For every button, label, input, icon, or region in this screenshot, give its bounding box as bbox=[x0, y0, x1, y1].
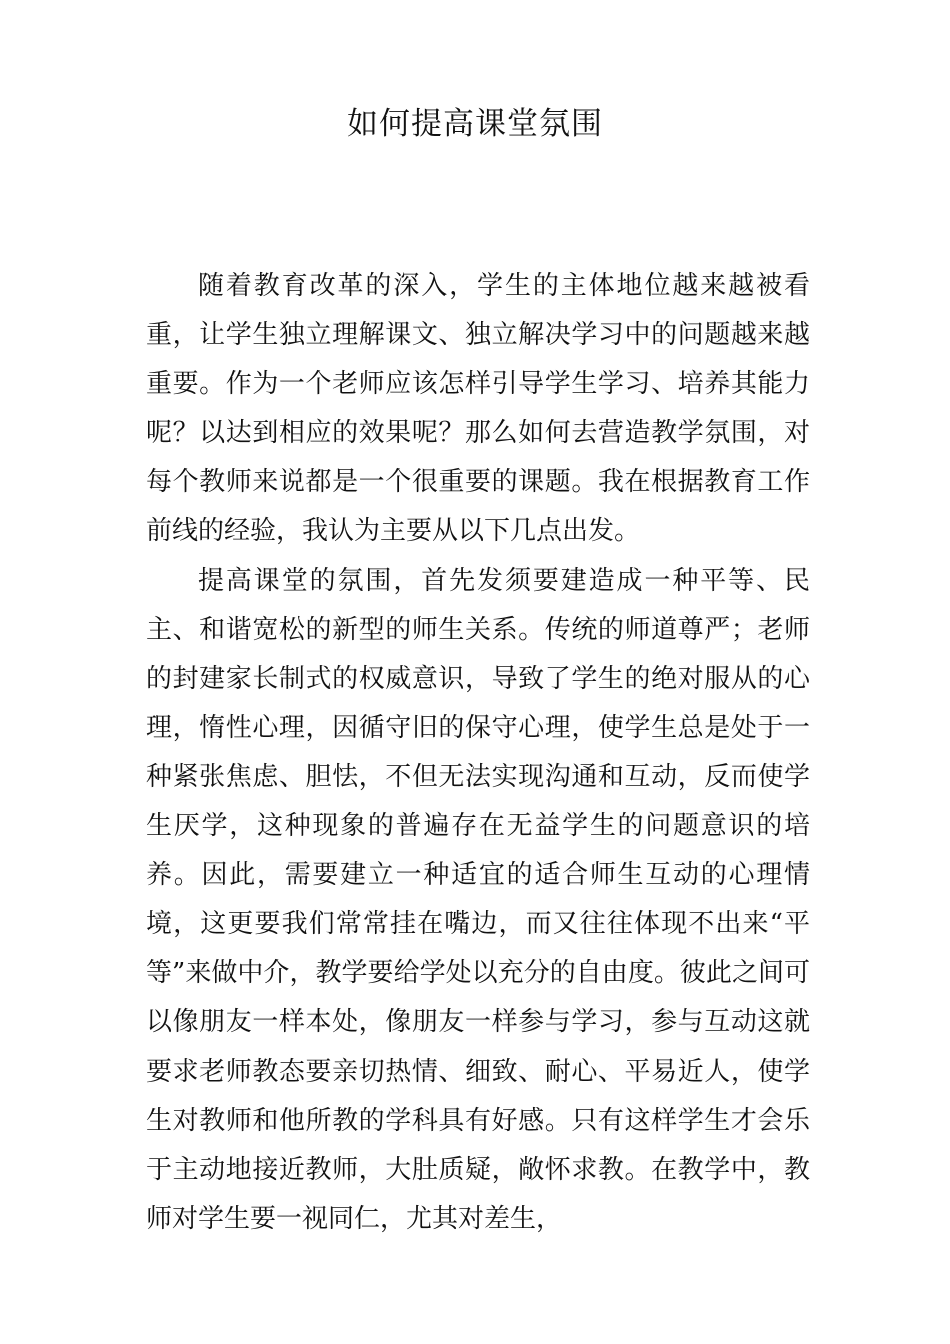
paragraph-1: 随着教育改革的深入，学生的主体地位越来越被看重，让学生独立理解课文、独立解决学习中的问题越来越重要。作为一个老师应该怎样引导学生学习、培养其能力呢？以达到相应的效果呢？那么如何去营造教学氛围，对每个教师来说都是一个很重要的课题。我在根据教育工作前线的经验，我认为主要从以下几点出发。 bbox=[146, 271, 810, 547]
paragraph-2: 提高课堂的氛围，首先发须要建造成一种平等、民主、和谐宽松的新型的师生关系。传统的师道尊严；老师的封建家长制式的权威意识，导致了学生的绝对服从的心理，惰性心理，因循守旧的保守心理，使学生总是处于一种紧张焦虑、胆怯，不但无法实现沟通和互动，反而使学生厌学，这种现象的普遍存在无益学生的问题意识的培养。因此，需要建立一种适宜的适合师生互动的心理情境，这更要我们常常挂在嘴边，而又往往体现不出来“平等”来做中介，教学要给学处以充分的自由度。彼此之间可以像朋友一样本处，像朋友一样参与学习，参与互动这就要求老师教态要亲切热情、细致、耐心、平易近人，使学生对教师和他所教的学科具有好感。只有这样学生才会乐于主动地接近教师，大肚质疑，敞怀求教。在教学中，教师对学生要一视同仁，尤其对差生， bbox=[146, 565, 810, 1234]
document-body bbox=[146, 262, 810, 1244]
page-title: 如何提高课堂氛围 bbox=[347, 106, 603, 142]
